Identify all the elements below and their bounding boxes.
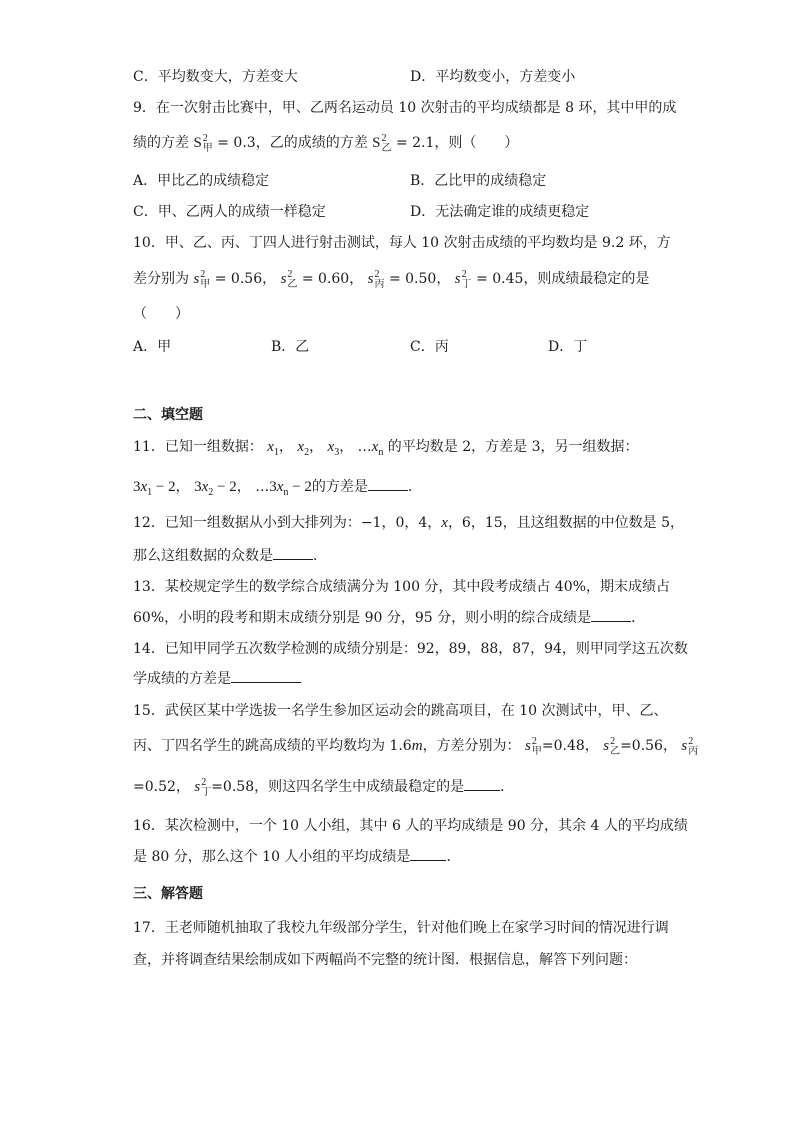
q14-answer-blank[interactable] xyxy=(231,668,301,683)
q16-stem-line2: 是 80 分，那么这个 10 人小组的平均成绩是 ． xyxy=(133,846,460,868)
q10-option-d: D．丁 xyxy=(548,339,588,355)
q11-answer-blank[interactable] xyxy=(368,476,408,491)
q17-stem-line1: 17．王老师随机抽取了我校九年级部分学生，针对他们晚上在家学习时间的情况进行调 xyxy=(133,920,669,936)
variance-jia: S 2 甲 xyxy=(193,132,213,154)
q10-option-b: B．乙 xyxy=(271,339,310,355)
q15-answer-blank[interactable] xyxy=(464,776,500,791)
q17-stem-line2: 查，并将调查结果绘制成如下两幅尚不完整的统计图．根据信息，解答下列问题： xyxy=(133,952,637,968)
q12-stem-line2: 那么这组数据的众数是 ． xyxy=(133,545,327,567)
q16-answer-blank[interactable] xyxy=(410,846,446,861)
q12-stem-line1: 12．已知一组数据从小到大排列为：−1，0，4，x，6，15，且这组数据的中位数是 5， xyxy=(133,515,685,531)
variance-yi: S 2 乙 xyxy=(372,132,392,154)
q13-answer-blank[interactable] xyxy=(591,607,631,622)
q14-stem-line1: 14．已知甲同学五次数学检测的成绩分别是：92，89，88，87，94，则甲同学这五次数 xyxy=(133,641,688,657)
q10-stem-line3: （ ） xyxy=(133,306,189,322)
q9-option-b: B．乙比甲的成绩稳定 xyxy=(410,173,547,189)
q8-option-c: C．平均数变大，方差变大 xyxy=(133,69,298,85)
q15-stem-line3: =0.52， s 2 丁 =0.58，则这四名学生中成绩最稳定的是 ． xyxy=(133,776,515,798)
section-fill-in-title: 二、填空题 xyxy=(133,407,203,423)
q12-answer-blank[interactable] xyxy=(273,545,313,560)
q11-stem-line2: $3x_1 - 2$， $3x_2 - 2$， $\dots 3x_n - 2$的方差是 ． xyxy=(133,476,422,498)
q15-stem-line1: 15．武侯区某中学选拔一名学生参加区运动会的跳高项目，在 10 次测试中，甲、乙、 xyxy=(133,703,668,719)
q9-stem-line1: 9．在一次射击比赛中，甲、乙两名运动员 10 次射击的平均成绩都是 8 环，其中甲的成 xyxy=(133,100,677,116)
q13-stem-line1: 13．某校规定学生的数学综合成绩满分为 100 分，其中段考成绩占 40%，期末成绩占 xyxy=(133,579,671,595)
q14-stem-line2: 学成绩的方差是 xyxy=(133,668,301,690)
q9-option-a: A．甲比乙的成绩稳定 xyxy=(133,173,270,189)
q10-option-a: A．甲 xyxy=(133,339,172,355)
q16-stem-line1: 16．某次检测中，一个 10 人小组，其中 6 人的平均成绩是 90 分，其余 4 人的平均成绩 xyxy=(133,818,688,834)
q9-option-d: D．无法确定谁的成绩更稳定 xyxy=(410,204,590,220)
q9-option-c: C．甲、乙两人的成绩一样稳定 xyxy=(133,204,326,220)
q13-stem-line2: 60%，小明的段考和期末成绩分别是 90 分，95 分，则小明的综合成绩是 ． xyxy=(133,607,645,629)
q10-stem-line1: 10．甲、乙、丙、丁四人进行射击测试，每人 10 次射击成绩的平均数均是 9.2 环，方 xyxy=(133,235,671,251)
section-answer-title: 三、解答题 xyxy=(133,886,203,902)
q8-option-d: D．平均数变小，方差变小 xyxy=(410,69,576,85)
q9-stem-line2: 绩的方差 S 2 甲 = 0.3，乙的成绩的方差 S 2 乙 = 2.1，则（ ） xyxy=(133,132,519,154)
q10-stem-line2: 差分别为 s 2 甲 = 0.56， s 2 乙 = 0.60， s 2 丙 = 0.50， s 2 丁 = 0.45，则成绩最稳定的是 xyxy=(133,268,650,290)
q15-stem-line2: 丙、丁四名学生的跳高成绩的平均数均为 1.6m，方差分别为： s 2 甲 =0.48， s 2 乙 =0.56， s 2 丙 xyxy=(133,735,699,757)
q10-option-c: C．丙 xyxy=(410,339,449,355)
q11-stem-line1: 11．已知一组数据： $x_1$， $x_2$， $x_3$， $\dots x_n$ 的平均数是 2，方差是 3，另一组数据： xyxy=(133,439,639,458)
